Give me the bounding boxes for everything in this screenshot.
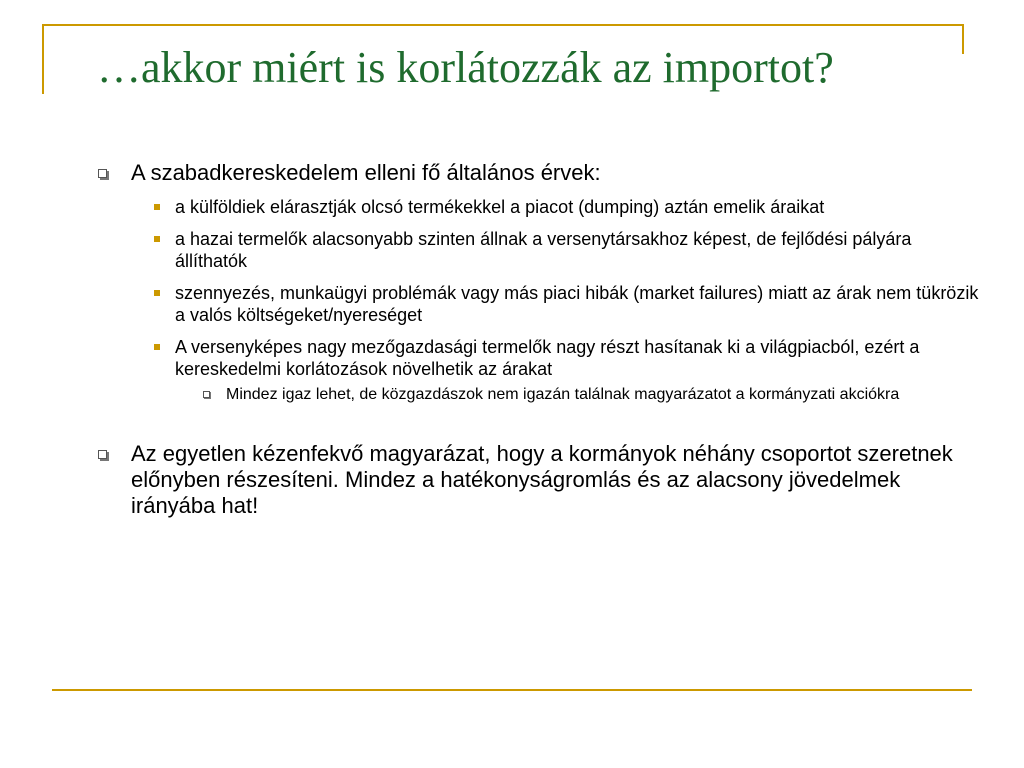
bullet-point-2 bbox=[96, 441, 986, 519]
left-rule bbox=[42, 24, 44, 94]
bullet-point-1 bbox=[96, 160, 986, 186]
filled-square-icon bbox=[154, 290, 160, 296]
bullet-point-2-text: Az egyetlen kézenfekvő magyarázat, hogy a kormányok néhány csoportot szeretnek előnyben részesíteni. Mindez a hatékonyságromlás és az alacsony jövedelmek irányába hat! bbox=[131, 441, 953, 518]
sub-bullet-4-text: A versenyképes nagy mezőgazdasági termelők nagy részt hasítanak ki a világpiacból, ezért a kereskedelmi korlátozások növelhetik az árakat bbox=[175, 337, 920, 379]
sub-bullet-3-text: szennyezés, munkaügyi problémák vagy más piaci hibák (market failures) miatt az árak nem tükrözik a valós költségeket/nyereséget bbox=[175, 283, 979, 325]
filled-square-icon bbox=[154, 236, 160, 242]
sub-bullet-3 bbox=[96, 282, 986, 326]
bottom-rule bbox=[52, 689, 972, 691]
sub-bullet-4 bbox=[96, 336, 986, 380]
slide-body bbox=[96, 160, 986, 519]
sub-bullet-2-text: a hazai termelők alacsonyabb szinten állnak a versenytársakhoz képest, de fejlődési pályára állíthatók bbox=[175, 229, 912, 271]
right-rule bbox=[962, 24, 964, 54]
sub-sub-bullet-1 bbox=[96, 385, 986, 404]
top-rule bbox=[42, 24, 964, 26]
slide-title: …akkor miért is korlátozzák az importot? bbox=[97, 43, 834, 92]
hollow-square-icon bbox=[98, 450, 107, 459]
sub-bullet-2 bbox=[96, 228, 986, 272]
hollow-square-icon bbox=[98, 169, 107, 178]
hollow-square-icon bbox=[203, 391, 210, 398]
sub-bullet-1 bbox=[96, 196, 986, 218]
spacer bbox=[96, 404, 986, 441]
sub-sub-bullet-1-text: Mindez igaz lehet, de közgazdászok nem igazán találnak magyarázatot a kormányzati akciókra bbox=[226, 386, 900, 403]
bullet-point-1-text: A szabadkereskedelem elleni fő általános érvek: bbox=[131, 160, 601, 185]
sub-bullet-1-text: a külföldiek elárasztják olcsó termékekkel a piacot (dumping) aztán emelik áraikat bbox=[175, 197, 825, 217]
filled-square-icon bbox=[154, 344, 160, 350]
filled-square-icon bbox=[154, 204, 160, 210]
